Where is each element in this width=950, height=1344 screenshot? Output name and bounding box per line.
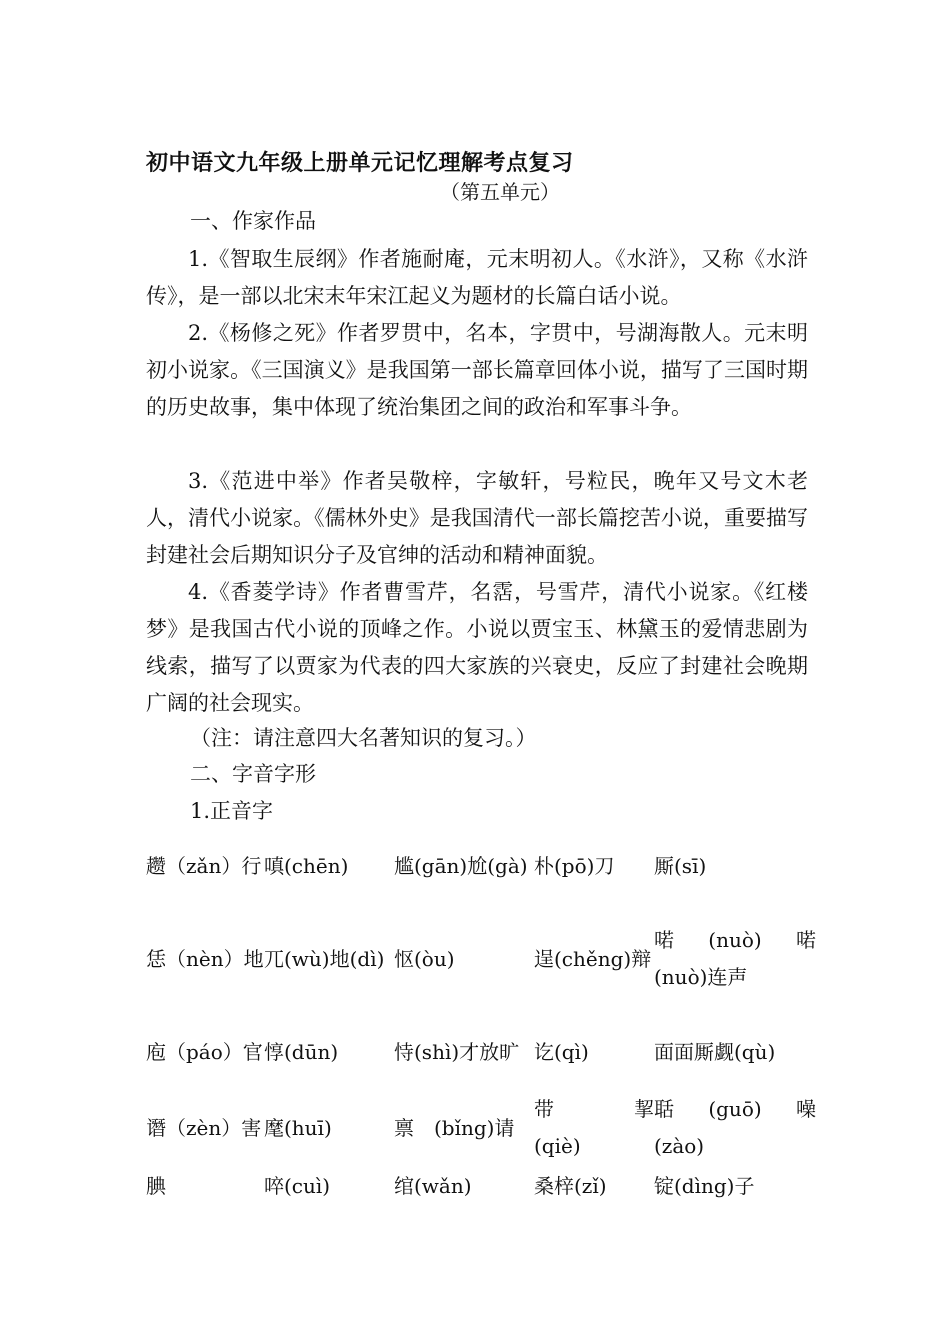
table-cell: 厮(sī) — [654, 853, 707, 878]
table-cell: 带 挈(qiè) — [534, 1097, 654, 1158]
table-cell: 趱（zǎn）行 — [146, 853, 262, 878]
section-heading-authors: 一、作家作品 — [190, 209, 316, 233]
paragraph-3: 3.《范进中举》作者吴敬梓，字敏轩，号粒民，晚年又号文木老人，清代小说家。《儒林外史》是我国清代一部长篇挖苦小说，重要描写封建社会后期知识分子及官绅的活动和精神面貌。 — [146, 469, 808, 567]
table-cell: 恃(shì)才放旷 — [394, 1039, 520, 1064]
table-cell: 讫(qì) — [534, 1039, 589, 1064]
table-cell: 麾(huī) — [264, 1115, 332, 1140]
table-cell: 尴(gān)尬(gà) — [394, 853, 528, 878]
paragraph-1: 1.《智取生辰纲》作者施耐庵，元末明初人。《水浒》，又称《水浒传》，是一部以北宋末年宋江起义为题材的长篇白话小说。 — [146, 247, 808, 308]
table-cell: 面面厮觑(qù) — [654, 1039, 776, 1064]
note-text: （注：请注意四大名著知识的复习。） — [190, 726, 537, 750]
table-cell: 庖（páo）官 — [146, 1039, 263, 1064]
document-title: 初中语文九年级上册单元记忆理解考点复习 — [146, 151, 574, 176]
table-cell: 腆 — [146, 1173, 166, 1198]
table-cell: 朴(pō)刀 — [534, 853, 615, 878]
table-cell: 绾(wǎn) — [394, 1173, 472, 1198]
table-row — [146, 1014, 816, 1090]
table-row — [146, 828, 816, 904]
table-cell: 嗔(chēn) — [264, 853, 349, 878]
section-heading-pronunciation: 二、字音字形 — [190, 762, 316, 786]
document-subtitle: （第五单元） — [440, 180, 560, 204]
table-cell: 谮（zèn）害 — [146, 1115, 262, 1140]
table-cell: 禀 (bǐng)请 — [394, 1115, 515, 1140]
table-cell: 聒 (guō) 噪(zào) — [654, 1097, 816, 1158]
paragraph-4: 4.《香菱学诗》作者曹雪芹，名霑，号雪芹，清代小说家。《红楼梦》是我国古代小说的顶峰之作。小说以贾宝玉、林黛玉的爱情悲剧为线索，描写了以贾家为代表的四大家族的兴衰史，反应了封建社会晚期广阔的社会现实。 — [146, 580, 808, 715]
table-cell: 啐(cuì) — [264, 1173, 331, 1198]
table-cell: 恁（nèn）地 — [146, 946, 264, 971]
table-cell: 锭(dìng)子 — [654, 1173, 755, 1198]
paragraph-2: 2.《杨修之死》作者罗贯中，名本，字贯中，号湖海散人。元末明初小说家。《三国演义》是我国第一部长篇章回体小说，描写了三国时期的历史故事，集中体现了统治集团之间的政治和军事斗争。 — [146, 321, 808, 419]
table-cell: 兀(wù)地(dì) — [264, 946, 385, 971]
table-cell: 惇(dūn) — [264, 1039, 339, 1064]
table-row — [146, 904, 816, 1014]
table-row — [146, 1166, 816, 1206]
subheading-correct-pronunciation: 1.正音字 — [190, 799, 274, 823]
table-cell: 逞(chěng)辩 — [534, 946, 652, 971]
pronunciation-table — [146, 828, 816, 1206]
table-cell: 喏 (nuò) 喏(nuò)连声 — [654, 928, 816, 989]
table-cell: 桑梓(zǐ) — [534, 1173, 607, 1198]
table-cell: 怄(òu) — [394, 946, 455, 971]
table-row — [146, 1090, 816, 1166]
